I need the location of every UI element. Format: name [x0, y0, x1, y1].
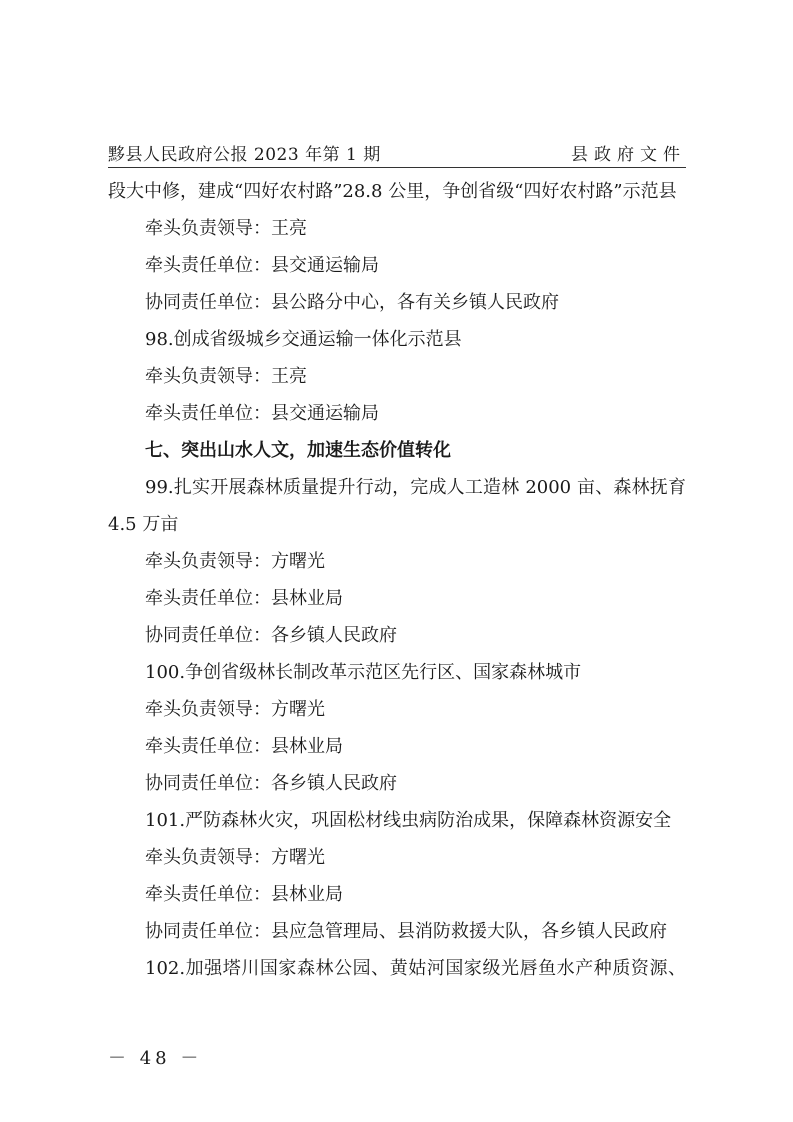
text-line: 牵头责任单位：县林业局 [145, 884, 343, 905]
text-line: 99.扎实开展森林质量提升行动，完成人工造林 2000 亩、森林抚育 [145, 477, 686, 498]
text-line: 4.5 万亩 [108, 514, 179, 535]
text-line: 协同责任单位：县应急管理局、县消防救援大队，各乡镇人民政府 [145, 921, 667, 942]
text-line: 牵头责任单位：县林业局 [145, 588, 343, 609]
text-line: 102.加强塔川国家森林公园、黄姑河国家级光唇鱼水产种质资源、 [145, 958, 686, 979]
text-line: 98.创成省级城乡交通运输一体化示范县 [145, 329, 462, 350]
text-line: 牵头责任单位：县交通运输局 [145, 403, 379, 424]
text-line: 牵头负责领导：方曙光 [145, 847, 325, 868]
text-line: 牵头负责领导：方曙光 [145, 551, 325, 572]
text-line: 牵头责任单位：县林业局 [145, 736, 343, 757]
section-label: 县政府文件 [571, 145, 686, 165]
document-body [108, 173, 686, 987]
text-line: 牵头责任单位：县交通运输局 [145, 255, 379, 276]
text-line: 段大中修，建成“四好农村路”28.8 公里，争创省级“四好农村路”示范县 [108, 181, 677, 202]
section-heading: 七、突出山水人文，加速生态价值转化 [145, 440, 451, 461]
text-line: 牵头负责领导：王亮 [145, 218, 307, 239]
text-line: 协同责任单位：各乡镇人民政府 [145, 773, 397, 794]
header-rule [108, 167, 686, 168]
page-number: － 48 － [108, 1048, 203, 1069]
text-line: 牵头负责领导：王亮 [145, 366, 307, 387]
page-header [108, 134, 686, 164]
text-line: 101.严防森林火灾，巩固松材线虫病防治成果，保障森林资源安全 [145, 810, 672, 831]
text-line: 协同责任单位：各乡镇人民政府 [145, 625, 397, 646]
text-line: 牵头负责领导：方曙光 [145, 699, 325, 720]
publication-title: 黟县人民政府公报 2023 年第 1 期 [108, 145, 381, 165]
text-line: 协同责任单位：县公路分中心，各有关乡镇人民政府 [145, 292, 559, 313]
text-line: 100.争创省级林长制改革示范区先行区、国家森林城市 [145, 662, 582, 683]
